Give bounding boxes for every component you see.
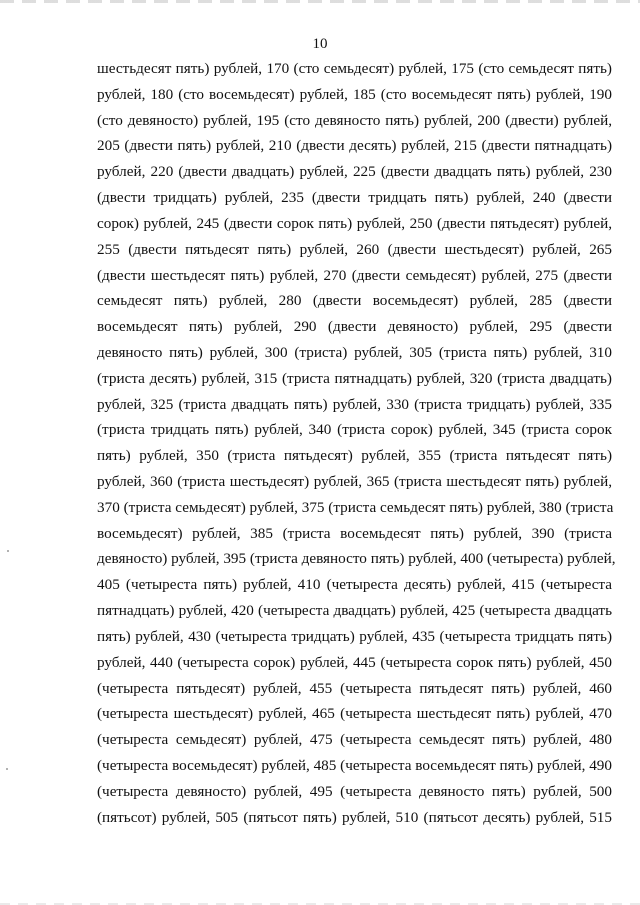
- text-line: рублей, 325 (триста двадцать пять) рублей, 330 (триста тридцать) рублей, 335: [97, 395, 612, 413]
- text-line: (четыреста девяносто) рублей, 495 (четыреста девяносто пять) рублей, 500: [97, 782, 612, 800]
- text-line: 405 (четыреста пять) рублей, 410 (четыреста десять) рублей, 415 (четыреста: [97, 576, 612, 594]
- text-line: рублей, 220 (двести двадцать) рублей, 225 (двести двадцать пять) рублей, 230: [97, 163, 612, 181]
- text-line: (двести шестьдесят пять) рублей, 270 (двести семьдесят) рублей, 275 (двести: [97, 266, 612, 284]
- text-line: (четыреста семьдесят) рублей, 475 (четыреста семьдесят пять) рублей, 480: [97, 731, 612, 749]
- text-line: (триста тридцать пять) рублей, 340 (триста сорок) рублей, 345 (триста сорок: [97, 421, 612, 439]
- scan-margin-mark: [6, 768, 8, 770]
- text-line: сорок) рублей, 245 (двести сорок пять) рублей, 250 (двести пятьдесят) рублей,: [97, 214, 612, 232]
- text-line: восемьдесят) рублей, 385 (триста восемьдесят пять) рублей, 390 (триста: [97, 524, 612, 542]
- scan-margin-mark: [7, 550, 9, 552]
- text-line: пять) рублей, 430 (четыреста тридцать) рублей, 435 (четыреста тридцать пять): [97, 627, 612, 645]
- text-line: рублей, 180 (сто восемьдесят) рублей, 185 (сто восемьдесят пять) рублей, 190: [97, 85, 612, 103]
- text-line: 205 (двести пять) рублей, 210 (двести десять) рублей, 215 (двести пятнадцать): [97, 137, 612, 155]
- text-line: шестьдесят пять) рублей, 170 (сто семьдесят) рублей, 175 (сто семьдесят пять): [97, 60, 612, 77]
- text-line: рублей, 360 (триста шестьдесят) рублей, 365 (триста шестьдесят пять) рублей,: [97, 473, 612, 490]
- text-line: (двести тридцать) рублей, 235 (двести тридцать пять) рублей, 240 (двести: [97, 189, 612, 207]
- text-line: (сто девяносто) рублей, 195 (сто девяносто пять) рублей, 200 (двести) рублей,: [97, 111, 612, 129]
- text-line: (пятьсот) рублей, 505 (пятьсот пять) рублей, 510 (пятьсот десять) рублей, 515: [97, 808, 612, 826]
- text-line: (четыреста шестьдесят) рублей, 465 (четыреста шестьдесят пять) рублей, 470: [97, 705, 612, 723]
- text-line: 255 (двести пятьдесят пять) рублей, 260 (двести шестьдесят) рублей, 265: [97, 240, 612, 258]
- text-line: рублей, 440 (четыреста сорок) рублей, 445 (четыреста сорок пять) рублей, 450: [97, 653, 612, 671]
- text-line: (четыреста пятьдесят) рублей, 455 (четыреста пятьдесят пять) рублей, 460: [97, 679, 612, 697]
- text-line: девяносто пять) рублей, 300 (триста) рублей, 305 (триста пять) рублей, 310: [97, 343, 612, 361]
- text-line: 370 (триста семьдесят) рублей, 375 (триста семьдесят пять) рублей, 380 (триста: [97, 498, 614, 516]
- text-line: (триста десять) рублей, 315 (триста пятнадцать) рублей, 320 (триста двадцать): [97, 369, 612, 387]
- body-text: [97, 56, 616, 830]
- text-line: пять) рублей, 350 (триста пятьдесят) рублей, 355 (триста пятьдесят пять): [97, 447, 612, 465]
- text-line: семьдесят пять) рублей, 280 (двести восемьдесят) рублей, 285 (двести: [97, 292, 612, 310]
- page-number: 10: [312, 36, 328, 52]
- text-line: пятнадцать) рублей, 420 (четыреста двадцать) рублей, 425 (четыреста двадцать: [97, 602, 612, 620]
- text-line: восемьдесят пять) рублей, 290 (двести девяносто) рублей, 295 (двести: [97, 318, 612, 336]
- scan-top-edge: [0, 0, 640, 3]
- text-line: девяносто) рублей, 395 (триста девяносто пять) рублей, 400 (четыреста) рублей,: [97, 550, 616, 568]
- text-line: (четыреста восемьдесят) рублей, 485 (четыреста восемьдесят пять) рублей, 490: [97, 756, 612, 774]
